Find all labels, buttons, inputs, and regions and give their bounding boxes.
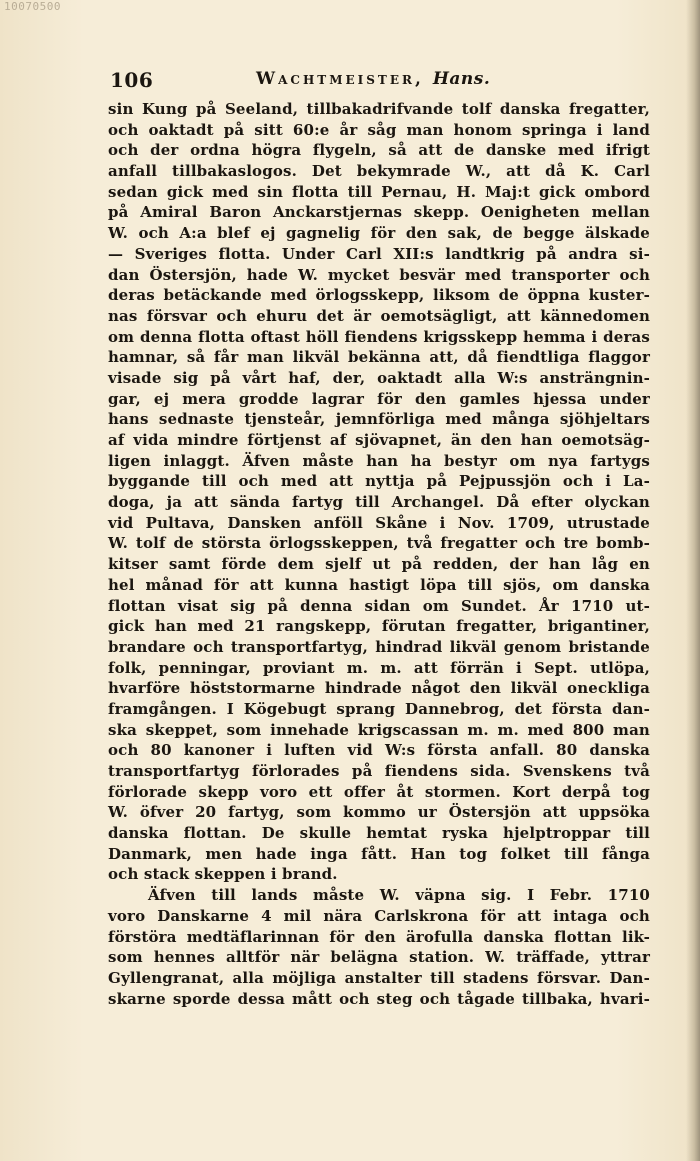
text-line: gar, ej mera grodde lagrar för den gamles hjessa under [108, 389, 650, 408]
text-line: förstöra medtäflarinnan för den ärofulla danska flottan lik- [108, 927, 650, 946]
text-line: förlorade skepp voro ett offer åt stormen. Kort derpå tog [108, 782, 650, 801]
text-line: sin Kung på Seeland, tillbakadrifvande tolf danska fregatter, [108, 100, 650, 118]
text-line: brandare och transportfartyg, hindrad likväl genom bristande [108, 637, 650, 656]
text-line: anfall tillbakaslogos. Det bekymrade W., att då K. Carl [108, 162, 650, 181]
running-head-given-name: Hans. [432, 69, 491, 89]
running-head [256, 69, 490, 89]
text-line: hel månad för att kunna hastigt löpa till sjös, om danska [108, 575, 650, 594]
text-line: nas försvar och ehuru det är oemotsägligt, att kännedomen [108, 306, 650, 325]
text-line: och 80 kanoner i luften vid W:s första anfall. 80 danska [108, 741, 650, 760]
text-line: folk, penningar, proviant m. m. att förrän i Sept. utlöpa, [108, 658, 650, 677]
text-line: voro Danskarne 4 mil nära Carlskrona för att intaga och [108, 906, 650, 925]
text-line: framgången. I Kögebugt sprang Dannebrog, det första dan- [108, 699, 650, 718]
text-line: doga, ja att sända fartyg till Archangel. Då efter olyckan [108, 493, 650, 512]
text-line: W. och A:a blef ej gagnelig för den sak, de begge älskade [108, 224, 650, 243]
body-text [108, 99, 650, 1009]
text-line: af vida mindre förtjenst af sjövapnet, än den han oemotsäg- [108, 431, 650, 449]
text-line: på Amiral Baron Anckarstjernas skepp. Oenigheten mellan [108, 203, 650, 222]
text-line: om denna flotta oftast höll fiendens krigsskepp hemma i deras [108, 327, 650, 346]
text-line: Gyllengranat, alla möjliga anstalter till stadens försvar. Dan- [108, 968, 650, 987]
running-head-surname: Wachtmeister, [256, 69, 424, 89]
text-line: W. öfver 20 fartyg, som kommo ur Östersjön att uppsöka [108, 803, 650, 822]
text-line: skarne sporde dessa mått och steg och tågade tillbaka, hvari- [108, 989, 650, 1008]
text-line: kitser samt förde dem sjelf ut på redden, der han låg en [108, 555, 650, 574]
page-header [110, 68, 630, 96]
text-line: flottan visat sig på denna sidan om Sundet. År 1710 ut- [108, 596, 650, 615]
paragraph-start-line: Äfven till lands måste W. väpna sig. I Febr. 1710 [148, 886, 650, 905]
text-line: vid Pultava, Dansken anföll Skåne i Nov. 1709, utrustade [108, 513, 650, 532]
text-line: danska flottan. De skulle hemtat ryska hjelptroppar till [108, 824, 650, 843]
text-line: sedan gick med sin flotta till Pernau, H. Maj:t gick ombord [108, 182, 650, 201]
text-line: hvarföre höststormarne hindrade något den likväl oneckliga [108, 679, 650, 698]
text-line: Danmark, men hade inga fått. Han tog folket till fånga [108, 844, 650, 863]
page-number: 106 [110, 68, 154, 92]
text-line: transportfartyg förlorades på fiendens sida. Svenskens två [108, 762, 650, 780]
text-line: byggande till och med att nyttja på Pejpussjön och i La- [108, 472, 650, 491]
text-line: och oaktadt på sitt 60:e år såg man honom springa i land [108, 120, 650, 139]
text-line: ligen inlaggt. Äfven måste han ha bestyr om nya fartygs [108, 451, 650, 470]
text-line: hamnar, så får man likväl bekänna att, då fiendtliga flaggor [108, 348, 650, 367]
text-line: — Sveriges flotta. Under Carl XII:s landtkrig på andra si- [108, 244, 650, 263]
text-line: deras betäckande med örlogsskepp, liksom de öppna kuster- [108, 286, 650, 305]
text-line: hans sednaste tjensteår, jemnförliga med många sjöhjeltars [108, 410, 650, 429]
scan-id: 10070500 [4, 0, 61, 13]
text-line: W. tolf de största örlogsskeppen, två fregatter och tre bomb- [108, 534, 650, 553]
paragraph-end-line: och stack skeppen i brand. [108, 865, 338, 884]
page-spine-shadow [686, 0, 700, 1161]
text-line: som hennes alltför när belägna station. W. träffade, yttrar [108, 948, 650, 967]
text-line: dan Östersjön, hade W. mycket besvär med transporter och [108, 265, 650, 284]
text-line: ska skeppet, som innehade krigscassan m. m. med 800 man [108, 720, 650, 739]
text-line: visade sig på vårt haf, der, oaktadt alla W:s ansträngnin- [108, 368, 650, 387]
text-line: och der ordna högra flygeln, så att de danske med ifrigt [108, 141, 650, 160]
text-line: gick han med 21 rangskepp, förutan fregatter, brigantiner, [108, 617, 650, 636]
